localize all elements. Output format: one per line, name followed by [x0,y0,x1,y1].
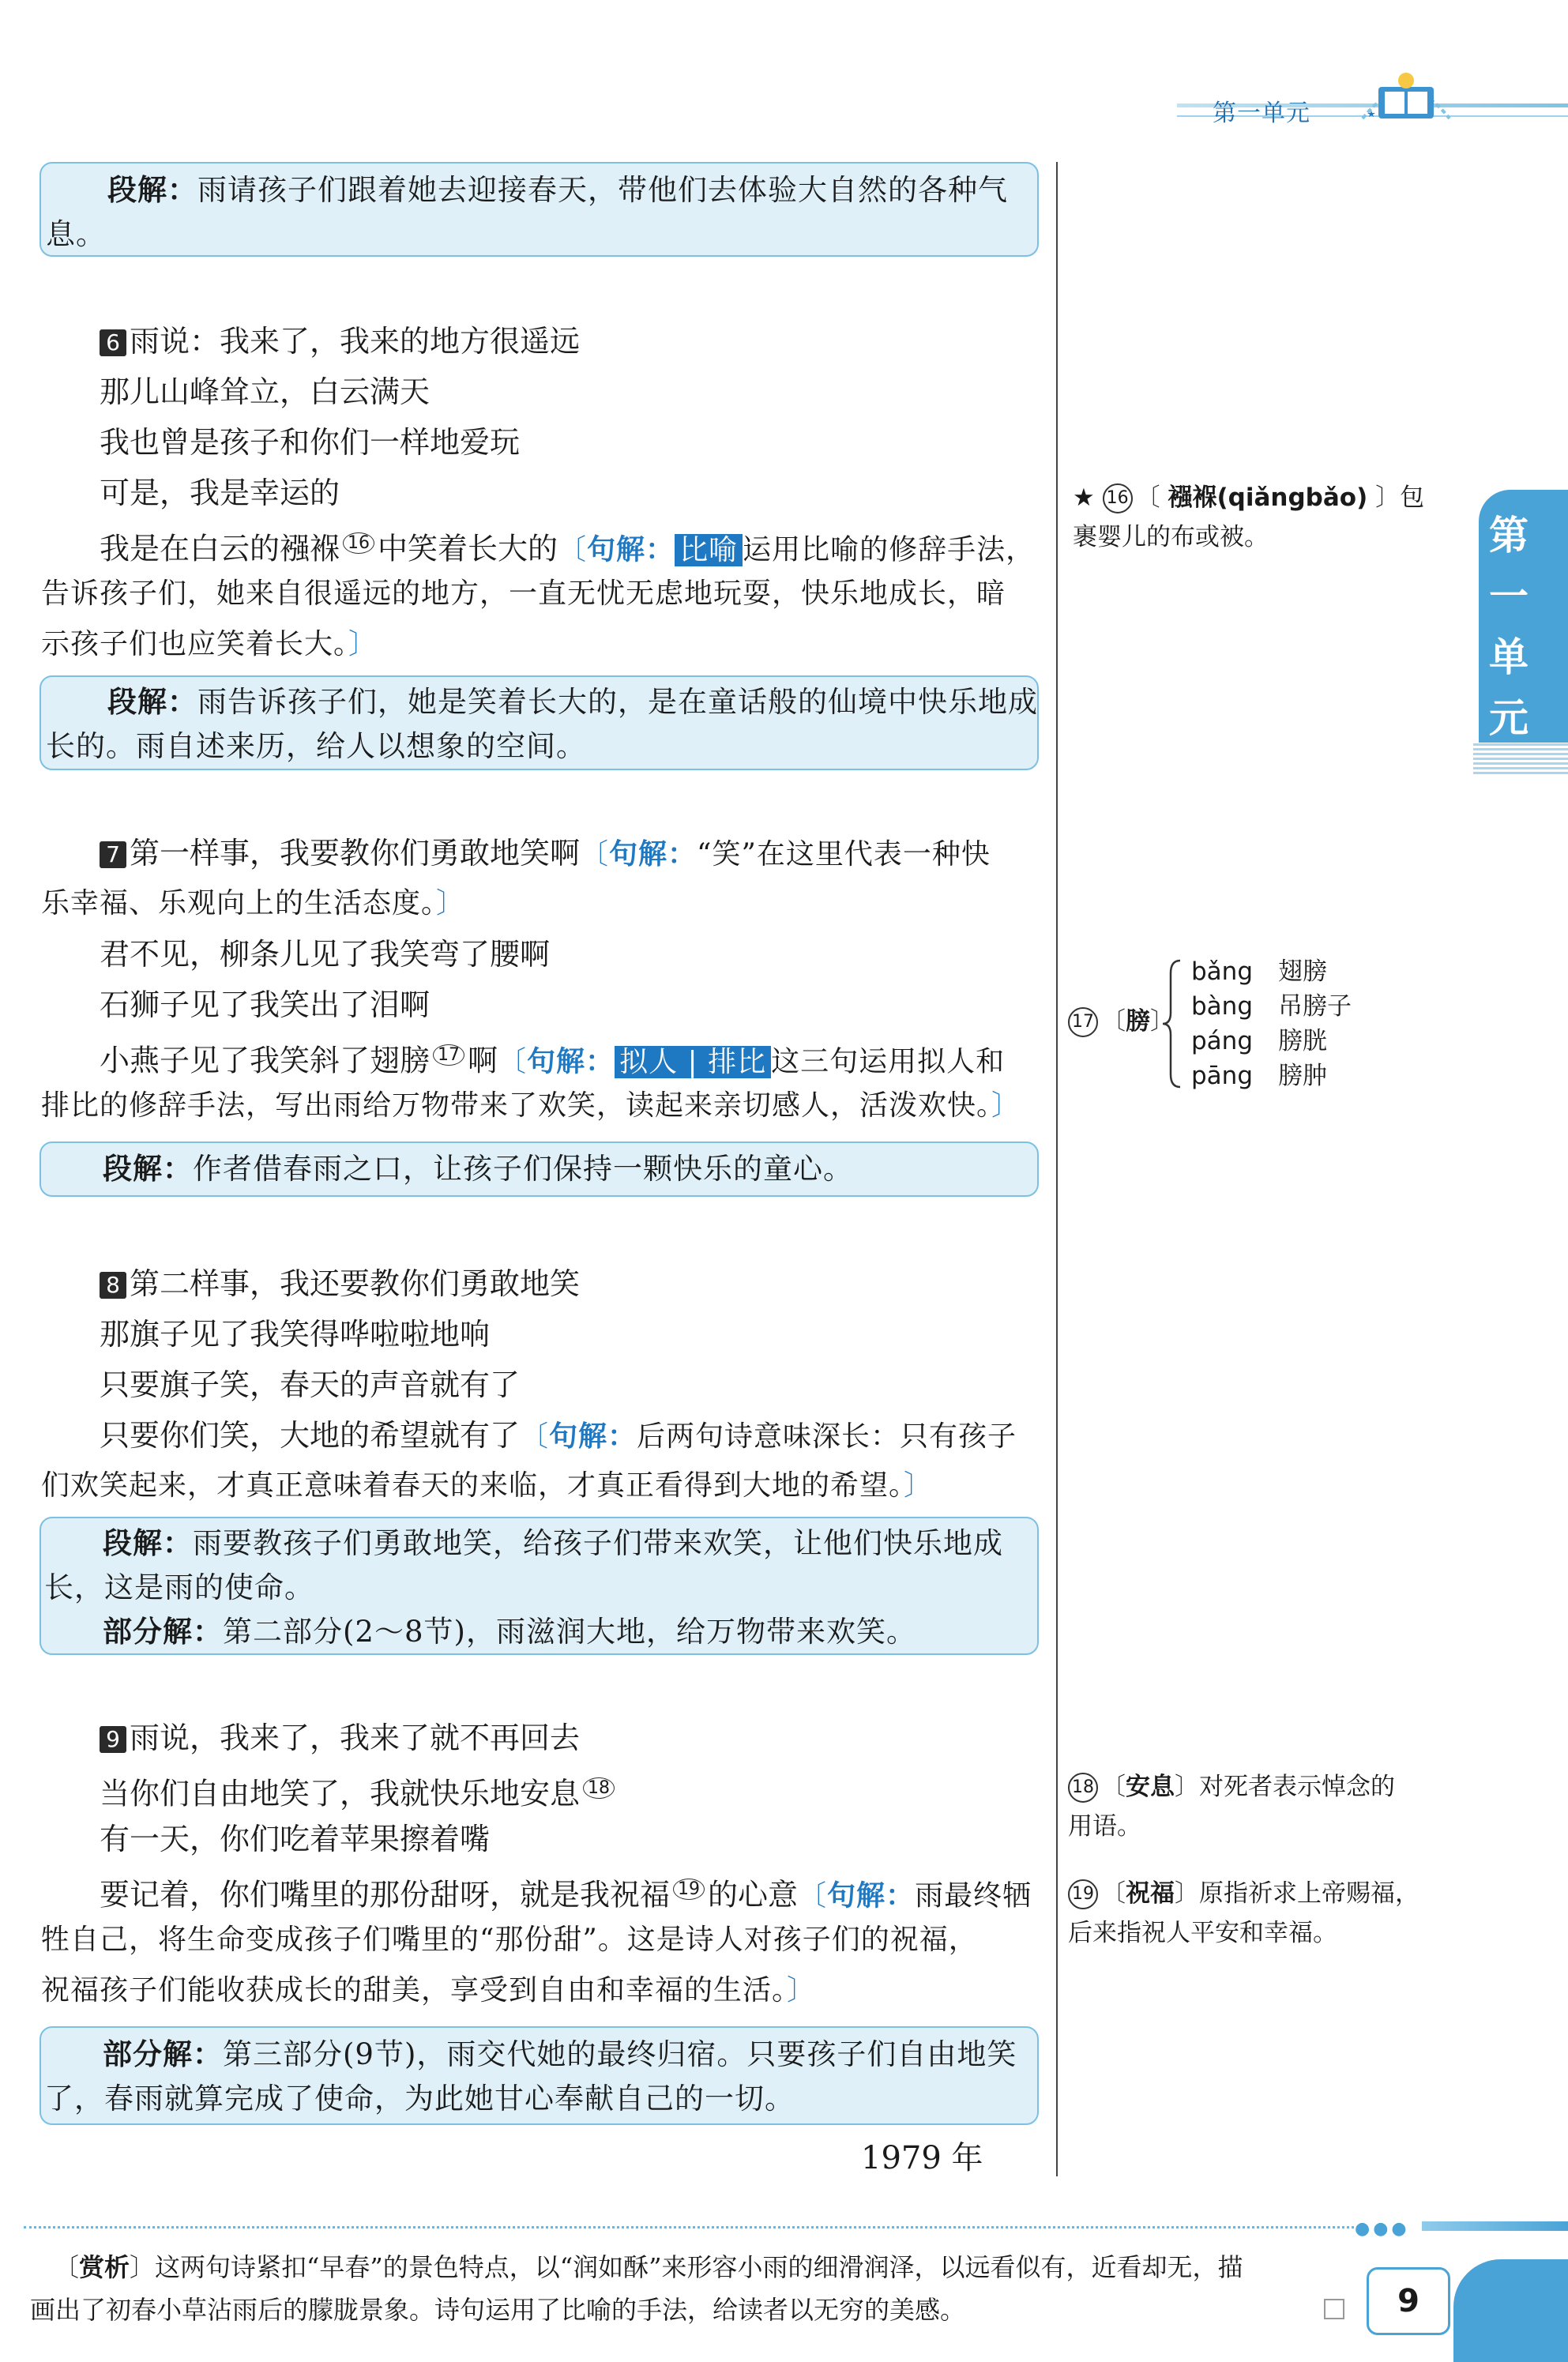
poem-text: 雨说，我来了，我来了就不再回去 [130,1721,581,1755]
page-corner-decoration [1453,2259,1568,2362]
footer-divider [24,2226,1359,2228]
page-number: 9 [1367,2267,1450,2335]
stanza-number: 8 [100,1272,126,1299]
box-label: 段解： [107,173,197,207]
annotation-text: 后两句诗意味深长：只有孩子 [637,1420,1017,1453]
box-text: 雨要教孩子们勇敢地笑，给孩子们带来欢笑，让他们快乐地成 [193,1526,1003,1560]
example-word: 膀肿 [1278,1062,1327,1090]
note-reference: 17 [433,1044,464,1066]
annotation-line: 示孩子们也应笑着长大。〕 [41,628,378,660]
pinyin: bàng [1191,992,1253,1021]
note-term: 安息 [1126,1773,1175,1801]
poem-line: 可是，我是幸运的 [100,476,340,510]
pronunciation-row [1191,1024,1327,1059]
poem-text: 只要你们笑，大地的希望就有了 [100,1418,521,1453]
note-number: 16 [1103,483,1133,513]
annotation-line: 乐幸福、乐观向上的生活态度。〕 [41,887,466,920]
poem-line: 我也曾是孩子和你们一样地爱玩 [100,425,521,460]
poem-line [100,1260,580,1307]
note-term: 襁褓(qiǎngbǎo) [1168,483,1368,512]
poem-line [100,1714,580,1762]
note-brace [1160,957,1183,1090]
box-text: 长，这是雨的使命。 [44,1570,314,1604]
annotation-text: 运用比喻的修辞手法， [743,533,1036,566]
unit-label: 第一单元 [1213,100,1310,127]
poem-text: 当你们自由地笑了，我就快乐地安息 [100,1776,581,1811]
unit-tab-char: 单 [1489,634,1529,680]
note-term: 祝福 [1126,1879,1175,1908]
annotation-text: 排比的修辞手法，写出雨给万物带来了欢笑，读起来亲切感人，活泼欢快。 [41,1089,992,1122]
rhetoric-tag: 比喻 [675,534,743,566]
annotation-text: 告诉孩子们，她来自很遥远的地方，一直无忧无虑地玩耍，快乐地成长，暗 [41,577,1006,610]
unit-tab-char: 元 [1489,695,1529,741]
note-text: 包 [1400,483,1425,512]
note-text: 裹婴儿的布或被。 [1073,523,1269,551]
appreciation-label: 赏析 [79,2252,130,2282]
stanza-number: 9 [100,1726,126,1753]
pronunciation-row [1191,1059,1327,1093]
paragraph-analysis-box [39,675,1039,770]
annotation-text: 示孩子们也应笑着长大。 [41,628,349,660]
note-reference: 19 [673,1879,705,1900]
annotation-text: 这三句运用拟人和 [771,1045,1006,1078]
note-number: 19 [1068,1879,1098,1909]
annotation-label: 句解： [587,533,675,566]
poem-line: 君不见，柳条儿见了我笑弯了腰啊 [100,937,551,972]
unit-tab [1479,490,1568,770]
annotation-label: 句解： [609,838,698,871]
pronunciation-row [1191,989,1352,1024]
poem-line: 7 第一样事，我要教你们勇敢地笑啊〔句解：“笑”在这里代表一种快 [100,829,991,878]
poem-line: 小燕子见了我笑斜了翅膀 $^{17}$ 啊〔句解： 拟人 | 排比 这三句运用拟人和 [100,1043,1006,1078]
poem-line: 我是在白云的襁褓 $^{16}$ 中笑着长大的〔句解： 比喻 运用比喻的修辞手法， [100,531,1036,566]
box-text: 作者借春雨之口，让孩子们保持一颗快乐的童心。 [193,1152,853,1186]
poem-year: 1979 年 [861,2140,983,2176]
pinyin: bǎng [1191,957,1253,986]
poem-line: 要记着，你们嘴里的那份甜呀，就是我祝福 $^{19}$ 的心意〔句解：雨最终牺 [100,1877,1032,1913]
box-text: 了，春雨就算完成了使命，为此她甘心奉献自己的一切。 [44,2082,795,2116]
example-word: 翅膀 [1278,957,1327,986]
poem-text: 第一样事，我要教你们勇敢地笑啊 [130,836,581,871]
paragraph-analysis-box [39,1517,1039,1655]
annotation-text: 们欢笑起来，才真正意味着春天的来临，才真正看得到大地的希望。 [41,1469,904,1502]
footer-dots: ●●● [1355,2219,1410,2239]
poem-line: 那儿山峰耸立，白云满天 [100,374,431,409]
book-logo-icon [1347,63,1465,126]
box-label: 部分解： [103,2037,223,2071]
note-term: 膀 [1126,1007,1150,1036]
annotation-line: 排比的修辞手法，写出雨给万物带来了欢笑，读起来亲切感人，活泼欢快。〕 [41,1089,1021,1122]
annotation-text: 祝福孩子们能收获成长的甜美，享受到自由和幸福的生活。 [41,1974,788,2007]
annotation-line: 祝福孩子们能收获成长的甜美，享受到自由和幸福的生活。〕 [41,1974,817,2007]
annotation-label: 句解： [827,1879,916,1913]
note-text: 对死者表示悼念的 [1199,1773,1395,1801]
annotation-text: 雨最终牺 [915,1879,1032,1913]
appreciation-line: 〔赏析〕这两句诗紧扣“早春”的景色特点，以“润如酥”来形容小雨的细滑润泽，以远看似有，近看却无，描 [54,2252,1243,2282]
annotation-label: 句解： [549,1420,637,1453]
unit-tab-char: 第 [1489,513,1529,559]
poem-text: 雨说：我来了，我来的地方很遥远 [130,324,581,359]
pinyin: pāng [1191,1062,1253,1090]
box-text: 雨请孩子们跟着她去迎接春天，带他们去体验大自然的各种气 [197,173,1008,207]
box-label: 段解： [103,1526,193,1560]
poem-line: 有一天，你们吃着苹果擦着嘴 [100,1822,491,1856]
footer-bar [1422,2221,1568,2231]
poem-line [100,318,580,365]
appreciation-text: 这两句诗紧扣“早春”的景色特点，以“润如酥”来形容小雨的细滑润泽，以远看似有，近看却无，描 [155,2252,1243,2282]
box-text: 第二部分(2～8节)，雨滋润大地，给万物带来欢笑。 [223,1615,916,1649]
column-divider [1056,162,1058,2176]
poem-text: 的心意 [708,1877,799,1913]
box-text: 第三部分(9节)，雨交代她的最终归宿。只要孩子们自由地笑 [223,2037,1017,2071]
poem-text: 啊 [468,1043,498,1078]
note-text: 后来指祝人平安和幸福。 [1068,1919,1337,1947]
poem-text: 要记着，你们嘴里的那份甜呀，就是我祝福 [100,1877,671,1913]
note-reference: 18 [583,1777,615,1799]
poem-line: 石狮子见了我笑出了泪啊 [100,987,431,1022]
example-word: 吊膀子 [1278,992,1352,1021]
unit-tab-char: 一 [1489,574,1529,619]
stanza-number: 7 [100,841,126,868]
poem-text: 第二样事，我还要教你们勇敢地笑 [130,1266,581,1301]
annotation-label: 句解： [527,1045,615,1078]
rhetoric-tag: 拟人 | 排比 [615,1046,771,1078]
example-word: 膀胱 [1278,1027,1327,1055]
poem-text: 中笑着长大的 [378,531,558,566]
note-text: 原指祈求上帝赐福， [1199,1879,1419,1908]
pinyin: páng [1191,1027,1253,1055]
annotation-line: 们欢笑起来，才真正意味着春天的来临，才真正看得到大地的希望。〕 [41,1469,934,1502]
side-note-19: 19 〔祝福〕原指祈求上帝赐福， [1068,1874,1419,1913]
poem-text: 小燕子见了我笑斜了翅膀 [100,1043,431,1078]
poem-line [100,1765,618,1818]
note-number: 17 [1068,1007,1098,1037]
unit-tab-stripes [1473,743,1568,774]
side-note-17: 17 〔膀〕 [1068,1002,1175,1041]
box-label: 段解： [107,685,197,719]
poem-line: 只要你们笑，大地的希望就有了〔句解：后两句诗意味深长：只有孩子 [100,1418,1017,1453]
star-icon: ★ [1073,483,1095,512]
box-text: 雨告诉孩子们，她是笑着长大的，是在童话般的仙境中快乐地成 [197,685,1038,719]
box-label: 段解： [103,1152,193,1186]
paragraph-analysis-box [39,2026,1039,2125]
side-note-16: ★ 16 〔 襁褓(qiǎngbǎo) 〕包 [1073,483,1425,512]
annotation-text: 乐幸福、乐观向上的生活态度。 [41,887,437,920]
poem-line: 那旗子见了我笑得哗啦啦地响 [100,1317,491,1352]
paragraph-analysis-box [39,162,1039,257]
poem-line: 只要旗子笑，春天的声音就有了 [100,1367,521,1402]
box-text: 息。 [46,217,106,251]
stanza-number: 6 [100,329,126,356]
decorative-square [1324,2299,1344,2319]
annotation-text: 牲自己，将生命变成孩子们嘴里的“那份甜”。这是诗人对孩子们的祝福， [41,1924,978,1956]
annotation-text: “笑”在这里代表一种快 [697,838,991,871]
poem-text: 我是在白云的襁褓 [100,531,340,566]
note-number: 18 [1068,1773,1098,1803]
note-reference: 16 [343,532,374,554]
paragraph-analysis-box [39,1142,1039,1197]
note-text: 用语。 [1068,1812,1141,1841]
appreciation-text: 画出了初春小草沾雨后的朦胧景象。诗句运用了比喻的手法，给读者以无穷的美感。 [30,2295,966,2325]
box-label: 部分解： [103,1615,223,1649]
side-note-18: 18 〔安息〕对死者表示悼念的 [1068,1767,1395,1807]
box-text: 长的。雨自述来历，给人以想象的空间。 [46,729,586,763]
pronunciation-row [1191,954,1327,989]
